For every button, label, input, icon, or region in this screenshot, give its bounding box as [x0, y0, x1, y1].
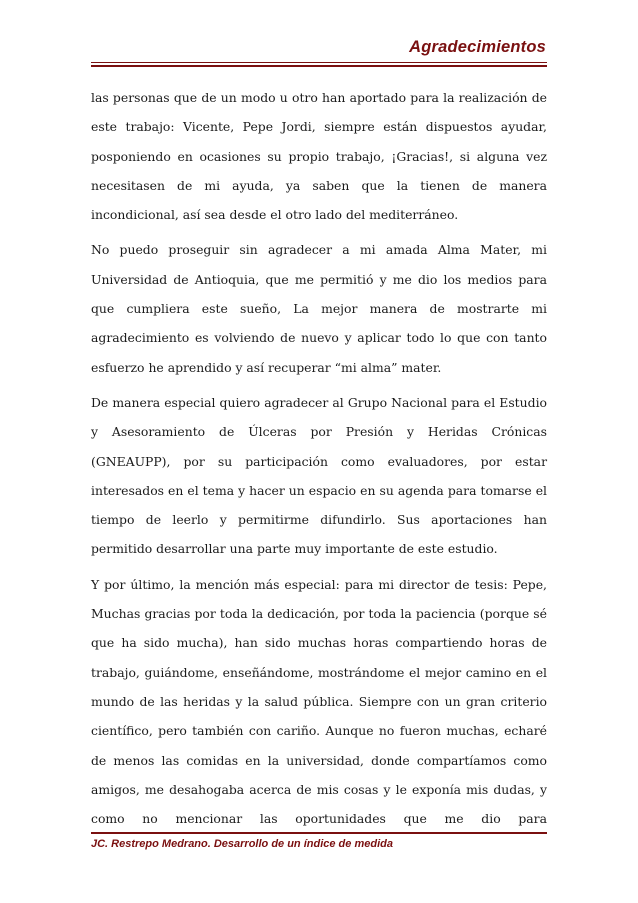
footer-rule [91, 832, 547, 834]
header-rule-thin [91, 62, 547, 63]
paragraph-4: Y por último, la mención más especial: para mi director de tesis: Pepe, Muchas gracias por toda la dedicación, por toda la paciencia (porque sé que ha sido mucha), han sido muchas horas compartiendo horas de trabajo, guiándome, enseñándome, mostrándome el mejor camino en el mundo de las heridas y la salud pública. Siempre con un gran criterio científico, pero también con cariño. Aunque no fueron muchas, echaré de menos las comidas en la universidad, donde compartíamos como amigos, me desahogaba acerca de mis cosas y le exponía mis dudas, y como no mencionar las oportunidades que me dio para [91, 576, 547, 827]
paragraph-1: las personas que de un modo u otro han aportado para la realización de este trabajo: Vicente, Pepe Jordi, siempre están dispuestos ayudar, posponiendo en ocasiones su propio trabajo, ¡Gracias!, si alguna vez necesitasen de mi ayuda, ya saben que la tienen de manera incondicional, así sea desde el otro lado del mediterráneo. [91, 90, 547, 223]
paragraph-2: No puedo proseguir sin agradecer a mi amada Alma Mater, mi Universidad de Antioquia, que me permitió y me dio los medios para que cumpliera este sueño, La mejor manera de mostrarte mi agradecimiento es volviendo de nuevo y aplicar todo lo que con tanto esfuerzo he aprendido y así recuperar “mi alma” mater. [91, 242, 547, 375]
running-footer: JC. Restrepo Medrano. Desarrollo de un índice de medida [91, 838, 393, 850]
header-rule-thick [91, 65, 547, 67]
paragraph-3: De manera especial quiero agradecer al Grupo Nacional para el Estudio y Asesoramiento de Úlceras por Presión y Heridas Crónicas (GNEAUPP), por su participación como evaluadores, por estar interesados en el tema y hacer un espacio en su agenda para tomarse el tiempo de leerlo y permitirme difundirlo. Sus aportaciones han permitido desarrollar una parte muy importante de este estudio. [91, 394, 547, 557]
running-header-title: Agradecimientos [409, 38, 546, 56]
body-text [91, 83, 547, 839]
